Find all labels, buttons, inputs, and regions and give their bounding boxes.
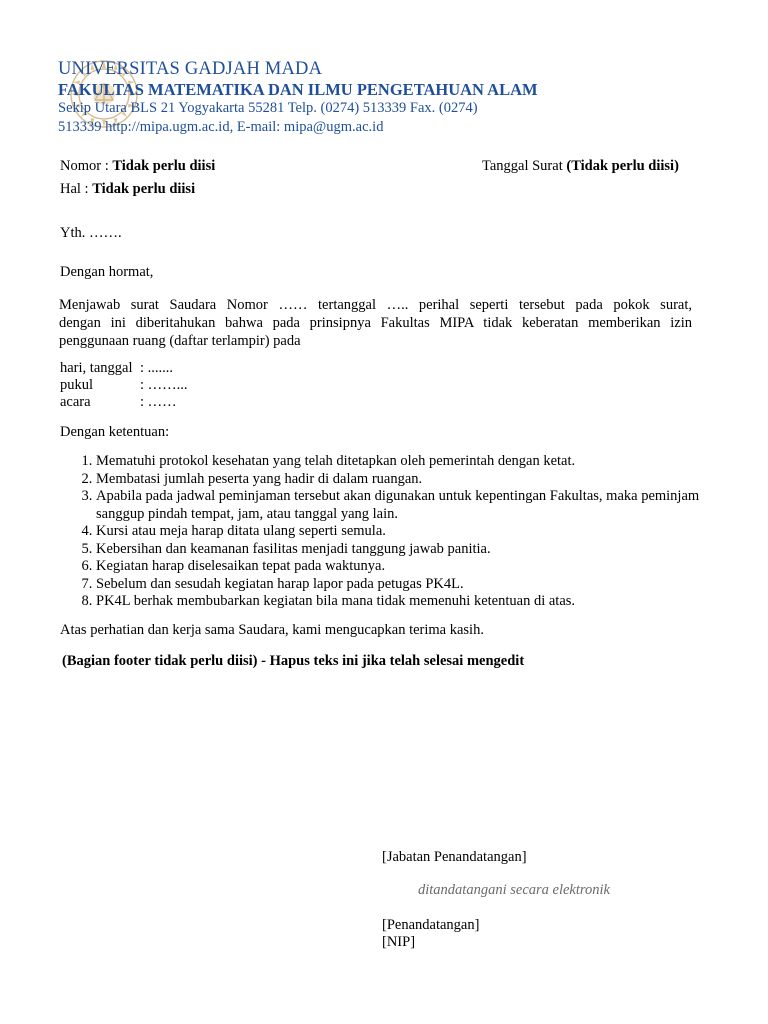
- footer-note: (Bagian footer tidak perlu diisi) - Hapus teks ini jika telah selesai mengedit: [62, 653, 525, 669]
- electronic-signature-note: ditandatangani secara elektronik: [418, 882, 610, 898]
- signer-position: [Jabatan Penandatangan]: [382, 849, 527, 865]
- tanggal-label: Tanggal Surat: [482, 158, 567, 174]
- hal-field: [60, 181, 195, 198]
- tanggal-value: (Tidak perlu diisi): [566, 158, 679, 174]
- university-name: UNIVERSITAS GADJAH MADA: [58, 59, 323, 79]
- tanggal-field: [482, 158, 679, 175]
- condition-item: 7. Sebelum dan sesudah kegiatan harap lapor pada petugas PK4L.: [96, 576, 736, 594]
- detail-value: : ……...: [140, 377, 188, 393]
- hal-value: Tidak perlu diisi: [92, 181, 196, 197]
- detail-key: pukul: [60, 377, 94, 393]
- paragraph-line: penggunaan ruang (daftar terlampir) pada: [59, 333, 301, 349]
- condition-item: 5. Kebersihan dan keamanan fasilitas menjadi tanggung jawab panitia.: [96, 541, 736, 559]
- condition-item: 8. PK4L berhak membubarkan kegiatan bila mana tidak memenuhi ketentuan di atas.: [96, 593, 736, 611]
- condition-item: 3. Apabila pada jadwal peminjaman tersebut akan digunakan untuk kepentingan Fakultas, maka peminjam sanggup pindah tempat, jam, atau tanggal yang lain.: [96, 488, 736, 523]
- condition-item: 1. Mematuhi protokol kesehatan yang telah ditetapkan oleh pemerintah dengan ketat.: [96, 453, 736, 471]
- closing-sentence: Atas perhatian dan kerja sama Saudara, kami mengucapkan terima kasih.: [60, 622, 484, 638]
- signer-nip: [NIP]: [382, 934, 416, 950]
- conditions-list: [59, 453, 736, 611]
- condition-item: 6. Kegiatan harap diselesaikan tepat pada waktunya.: [96, 558, 736, 576]
- greeting: Dengan hormat,: [60, 264, 154, 280]
- recipient: Yth. …….: [60, 225, 122, 241]
- condition-item: 2. Membatasi jumlah peserta yang hadir di dalam ruangan.: [96, 471, 736, 489]
- detail-key: hari, tanggal: [60, 360, 133, 376]
- detail-row-hari-tanggal: [60, 360, 173, 377]
- detail-row-pukul: [60, 377, 188, 394]
- address-line-2: 513339 http://mipa.ugm.ac.id, E-mail: mipa@ugm.ac.id: [58, 119, 384, 135]
- condition-item: 4. Kursi atau meja harap ditata ulang seperti semula.: [96, 523, 736, 541]
- address-line-1: Sekip Utara BLS 21 Yogyakarta 55281 Telp. (0274) 513339 Fax. (0274): [58, 100, 478, 116]
- signer-name: [Penandatangan]: [382, 917, 480, 933]
- nomor-field: [60, 158, 215, 175]
- paragraph-line: dengan ini diberitahukan bahwa pada prinsipnya Fakultas MIPA tidak keberatan memberikan izin: [59, 315, 692, 331]
- nomor-label: Nomor :: [60, 158, 113, 174]
- detail-value: : .......: [140, 360, 174, 376]
- faculty-name: FAKULTAS MATEMATIKA DAN ILMU PENGETAHUAN ALAM: [58, 80, 538, 99]
- nomor-value: Tidak perlu diisi: [112, 158, 216, 174]
- hal-label: Hal :: [60, 181, 93, 197]
- main-paragraph: [59, 296, 692, 350]
- conditions-intro: Dengan ketentuan:: [60, 424, 170, 440]
- detail-row-acara: [60, 394, 177, 411]
- detail-key: acara: [60, 394, 91, 410]
- paragraph-line: Menjawab surat Saudara Nomor …… tertanggal ….. perihal seperti tersebut pada pokok surat,: [59, 297, 692, 313]
- detail-value: : ……: [140, 394, 177, 410]
